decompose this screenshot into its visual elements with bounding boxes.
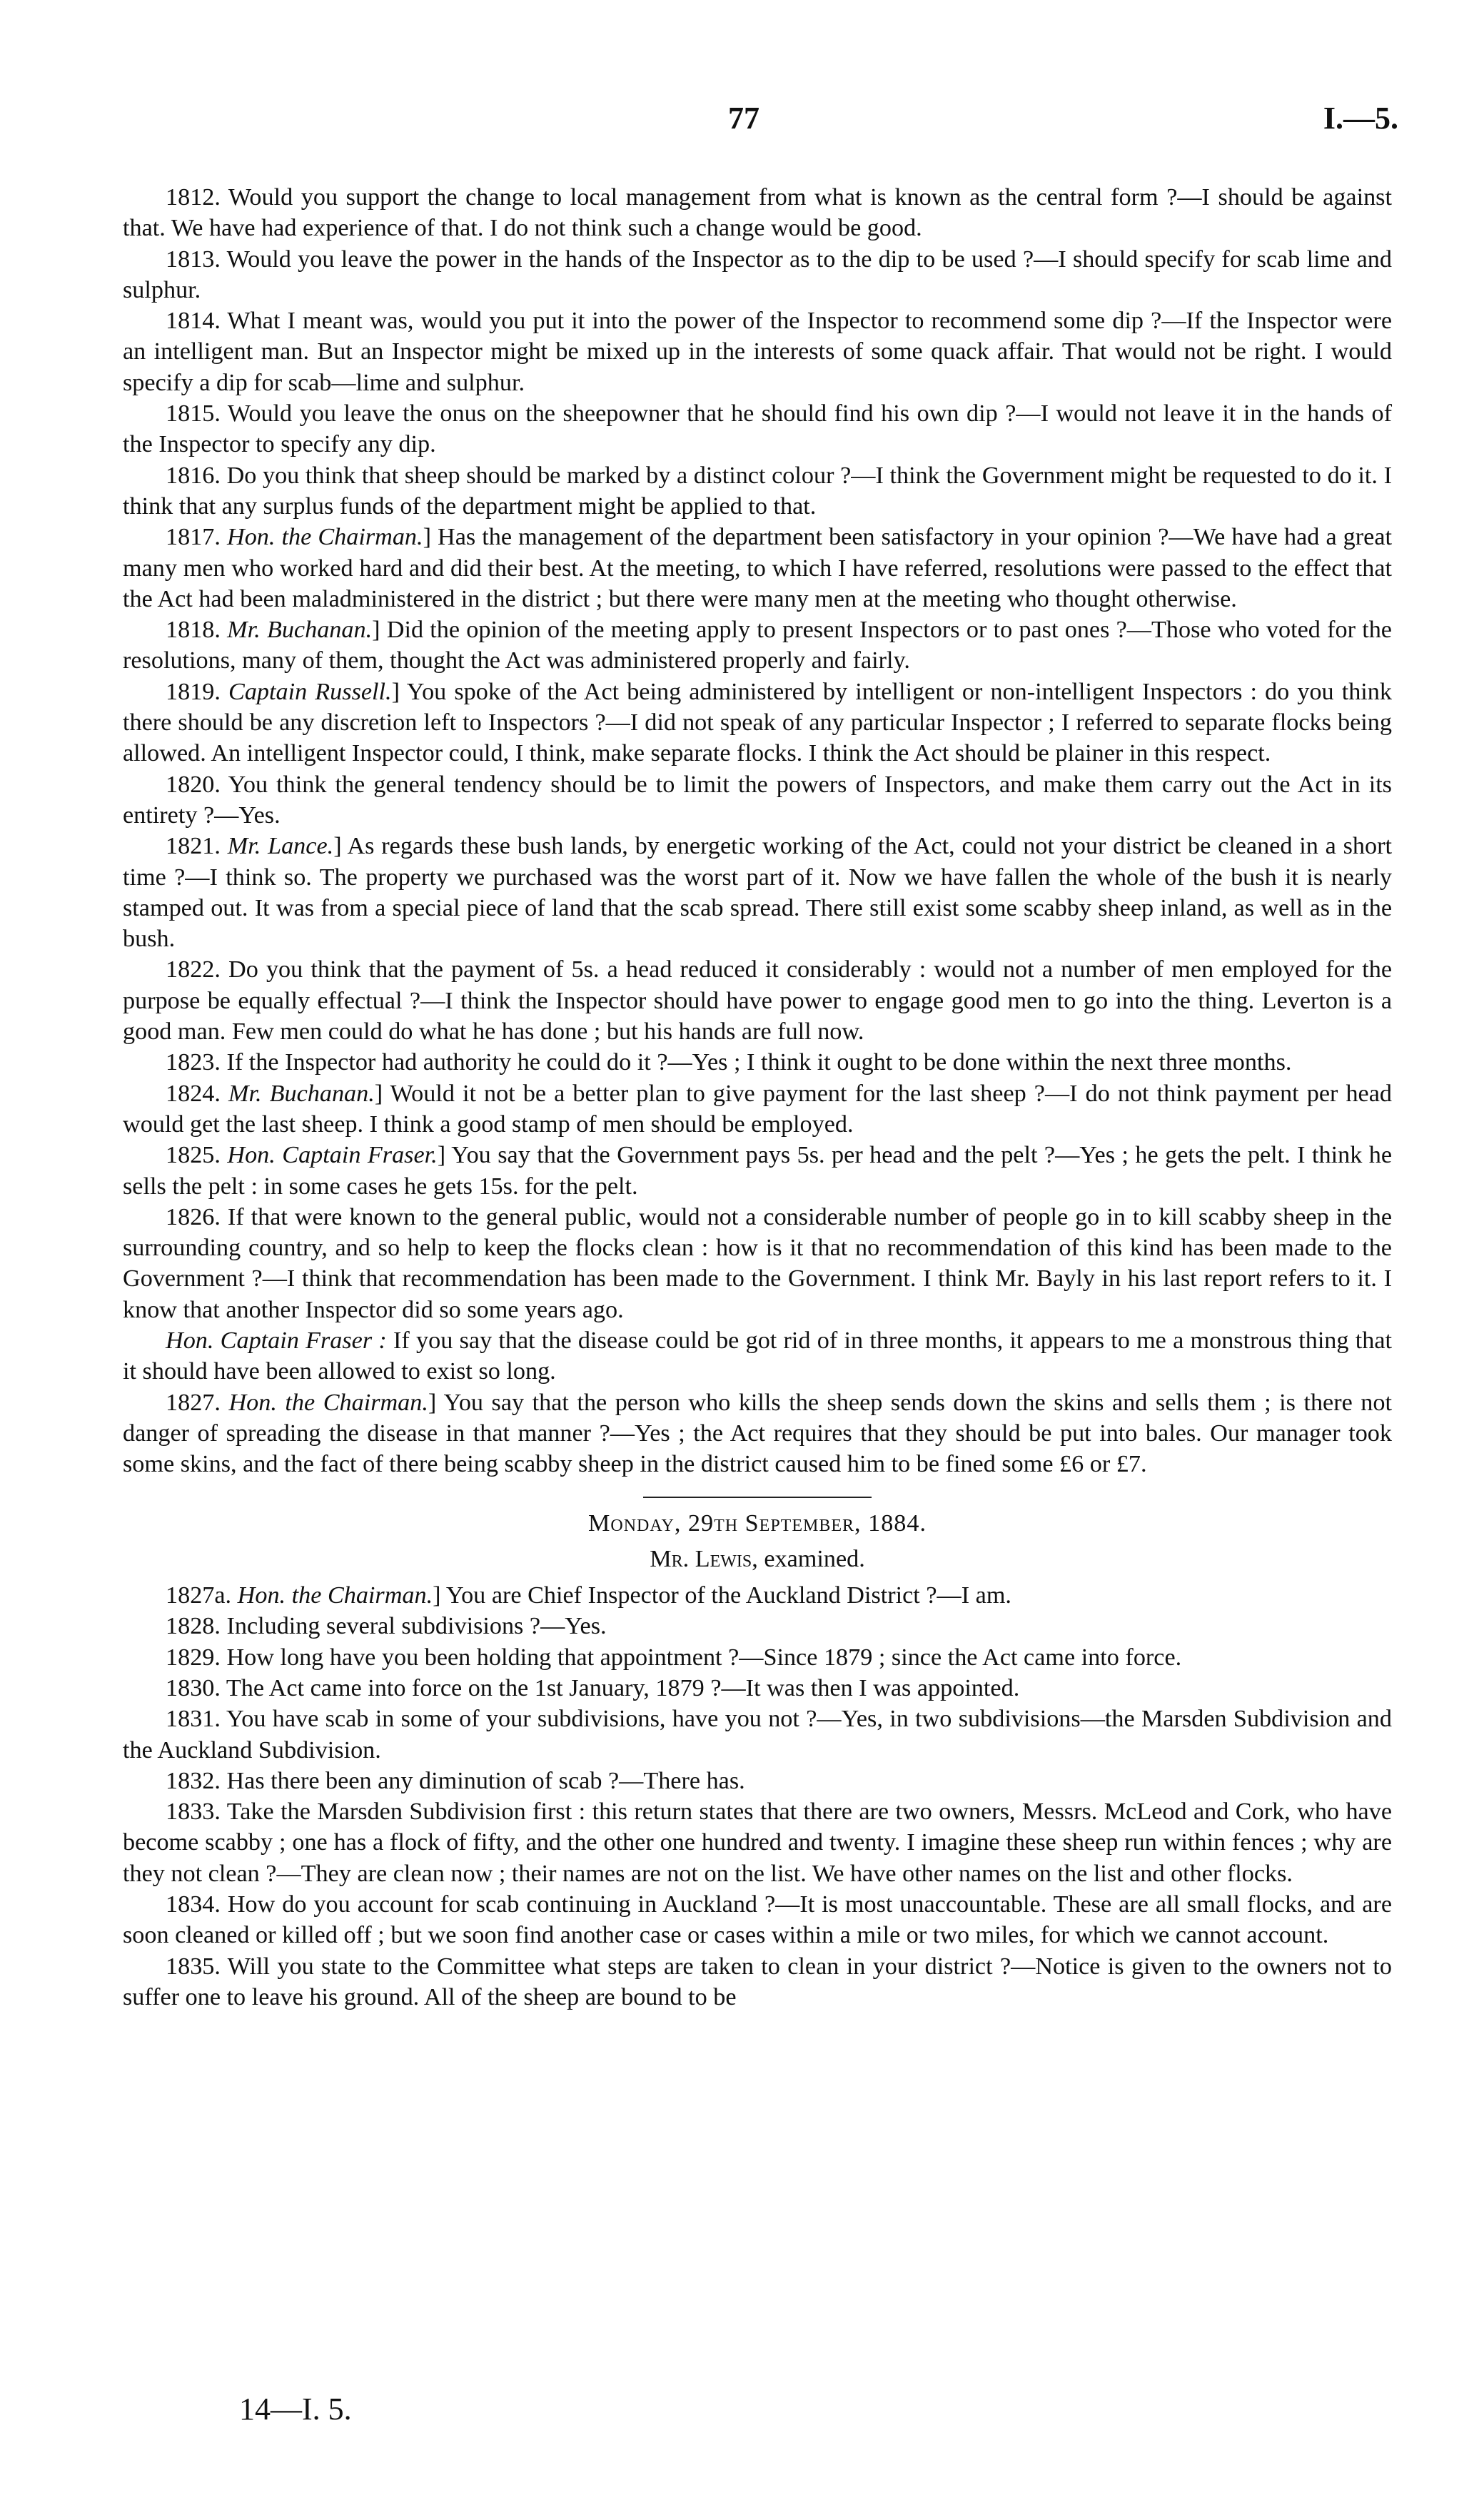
question-number: 1827. [166, 1389, 221, 1416]
paragraph-1824 [123, 1078, 1392, 1140]
paragraph-1827a [123, 1580, 1392, 1611]
witness-heading [123, 1544, 1392, 1574]
paragraph-1829: 1829. How long have you been holding that appointment ?—Since 1879 ; since the Act came into force. [166, 1644, 1182, 1671]
session-date: Monday, 29th September, 1884. [587, 1510, 927, 1537]
body-text [123, 182, 1392, 2013]
paragraph-1831: 1831. You have scab in some of your subdivisions, have you not ?—Yes, in two subdivisions—the Marsden Subdivision and the Auckland Subdivision. [123, 1706, 1392, 1764]
paragraph-1822: 1822. Do you think that the payment of 5s. a head reduced it considerably : would not a number of men employed for the purpose be equally effectual ?—I think the Inspector should have power to engage good men to go into the thing. Leverton is a good man. Few men could do what he has done ; but his hands are full now. [123, 956, 1392, 1046]
speaker-name: Hon. Captain Fraser : [166, 1327, 387, 1354]
paragraph-1818 [123, 614, 1392, 677]
paper-reference: I.—5. [1323, 101, 1398, 136]
speaker-name: Mr. Lance. [227, 833, 334, 860]
question-number: 1825. [166, 1142, 221, 1169]
paragraph-1819 [123, 677, 1392, 769]
question-number: 1817. [166, 524, 221, 551]
speaker-name: Hon. the Chairman. [237, 1582, 433, 1609]
remark-text: If you say that the disease could be got rid of in three months, it appears to me a monstrous thing that it should have been allowed to exist so long. [123, 1327, 1393, 1385]
paragraph-1814: 1814. What I meant was, would you put it into the power of the Inspector to recommend some dip ?—If the Inspector were an intelligent man. But an Inspector might be mixed up in the interests of some quack affair. That would not be right. I would specify a dip for scab—lime and sulphur. [123, 308, 1392, 396]
question-text: ] As regards these bush lands, by energetic working of the Act, could not your district be cleaned in a short time ?—I think so. The property we purchased was the worst part of it. Now we have fallen the whole of the bush it is nearly stamped out. It was from a special piece of land that the scab spread. There still exist some scabby sheep inland, as well as in the bush. [123, 833, 1393, 953]
question-text: ] Would it not be a better plan to give payment for the last sheep ?—I do not think payment per head would get the last sheep. I think a good stamp of men should be employed. [123, 1080, 1392, 1138]
paragraph-1815: 1815. Would you leave the onus on the sheepowner that he should find his own dip ?—I would not leave it in the hands of the Inspector to specify any dip. [123, 400, 1392, 458]
speaker-name: Mr. Buchanan. [228, 1080, 375, 1107]
paragraph-1832: 1832. Has there been any diminution of scab ?—There has. [166, 1767, 745, 1794]
paragraph-1826: 1826. If that were known to the general public, would not a considerable number of people go in to kill scabby sheep in the surrounding country, and so help to keep the flocks clean : how is it that no recommendation of this kind has been made to the Government ?—I think that recommendation has been made to the Government. I think Mr. Bayly in his last report refers to it. I know that another Inspector did so some years ago. [123, 1203, 1392, 1323]
paragraph-fraser-remark [123, 1325, 1392, 1387]
paragraph-1833: 1833. Take the Marsden Subdivision first : this return states that there are two owners, Messrs. McLeod and Cork, who have become scabby ; one has a flock of fifty, and the other one hundred and twenty. I imagine these sheep run within fences ; why are they not clean ?—They are clean now ; their names are not on the list. We have other names on the list and other flocks. [123, 1798, 1392, 1887]
question-text: ] Has the management of the department been satisfactory in your opinion ?—We have had a great many men who worked hard and did their best. At the meeting, to which I have referred, resolutions were passed to the effect that the Act had been maladministered in the district ; but there were many men at the meeting who thought otherwise. [123, 524, 1393, 612]
question-text: ] You say that the person who kills the sheep sends down the skins and sells them ; is there not danger of spreading the disease in that manner ?—Yes ; the Act requires that they should be put into bales. Our manager took some skins, and the fact of there being scabby sheep in the district caused him to be fined some £6 or £7. [123, 1389, 1392, 1478]
page-number: 77 [728, 101, 759, 136]
paragraph-1812: 1812. Would you support the change to local management from what is known as the central form ?—I should be against that. We have had experience of that. I do not think such a change would be good. [123, 184, 1392, 242]
question-number: 1819. [166, 678, 221, 705]
section-divider [643, 1497, 872, 1498]
paragraph-1823: 1823. If the Inspector had authority he could do it ?—Yes ; I think it ought to be done within the next three months. [166, 1049, 1292, 1076]
witness-name: Mr. Lewis, [650, 1545, 758, 1572]
speaker-name: Captain Russell. [228, 678, 392, 705]
printer-signature: 14—I. 5. [239, 2392, 352, 2427]
question-number: 1827a. [166, 1582, 232, 1609]
speaker-name: Hon. the Chairman. [227, 524, 423, 551]
question-text: ] You say that the Government pays 5s. per head and the pelt ?—Yes ; he gets the pelt. I think he sells the pelt : in some cases he gets 15s. for the pelt. [123, 1142, 1393, 1200]
question-number: 1818. [166, 617, 221, 644]
question-text: ] You spoke of the Act being administered by intelligent or non-intelligent Inspectors : do you think there should be any discretion left to Inspectors ?—I did not speak of any particular Inspector ; I referred to separate flocks being allowed. An intelligent Inspector could, I think, make separate flocks. I think the Act should be plainer in this respect. [123, 678, 1392, 767]
paragraph-1825 [123, 1140, 1392, 1202]
question-number: 1821. [166, 833, 221, 860]
speaker-name: Mr. Buchanan. [227, 617, 373, 644]
paragraph-1820: 1820. You think the general tendency should be to limit the powers of Inspectors, and make them carry out the Act in its entirety ?—Yes. [123, 771, 1392, 829]
question-text: ] You are Chief Inspector of the Auckland District ?—I am. [433, 1582, 1011, 1609]
question-text: ] Did the opinion of the meeting apply to present Inspectors or to past ones ?—Those who voted for the resolutions, many of them, thought the Act was administered properly and fairly. [123, 617, 1392, 674]
speaker-name: Hon. the Chairman. [228, 1389, 428, 1416]
paragraph-1816: 1816. Do you think that sheep should be marked by a distinct colour ?—I think the Government might be requested to do it. I think that any surplus funds of the department might be applied to that. [123, 462, 1392, 520]
paragraph-1834: 1834. How do you account for scab continuing in Auckland ?—It is most unaccountable. These are all small flocks, and are soon cleaned or killed off ; but we soon find another case or cases within a mile or two miles, for which we cannot account. [123, 1891, 1392, 1949]
question-number: 1824. [166, 1080, 221, 1107]
paragraph-1817 [123, 522, 1392, 614]
witness-status: examined. [757, 1545, 865, 1572]
paragraph-1827 [123, 1387, 1392, 1480]
speaker-name: Hon. Captain Fraser. [227, 1142, 438, 1169]
paragraph-1821 [123, 831, 1392, 954]
paragraph-1828: 1828. Including several subdivisions ?—Yes. [166, 1613, 607, 1640]
paragraph-1830: 1830. The Act came into force on the 1st January, 1879 ?—It was then I was appointed. [166, 1674, 1020, 1701]
paragraph-1835: 1835. Will you state to the Committee what steps are taken to clean in your district ?—Notice is given to the owners not to suffer one to leave his ground. All of the sheep are bound to be [123, 1953, 1392, 2010]
page-header [0, 100, 1484, 150]
paragraph-1813: 1813. Would you leave the power in the hands of the Inspector as to the dip to be used ?—I should specify for scab lime and sulphur. [123, 246, 1392, 303]
